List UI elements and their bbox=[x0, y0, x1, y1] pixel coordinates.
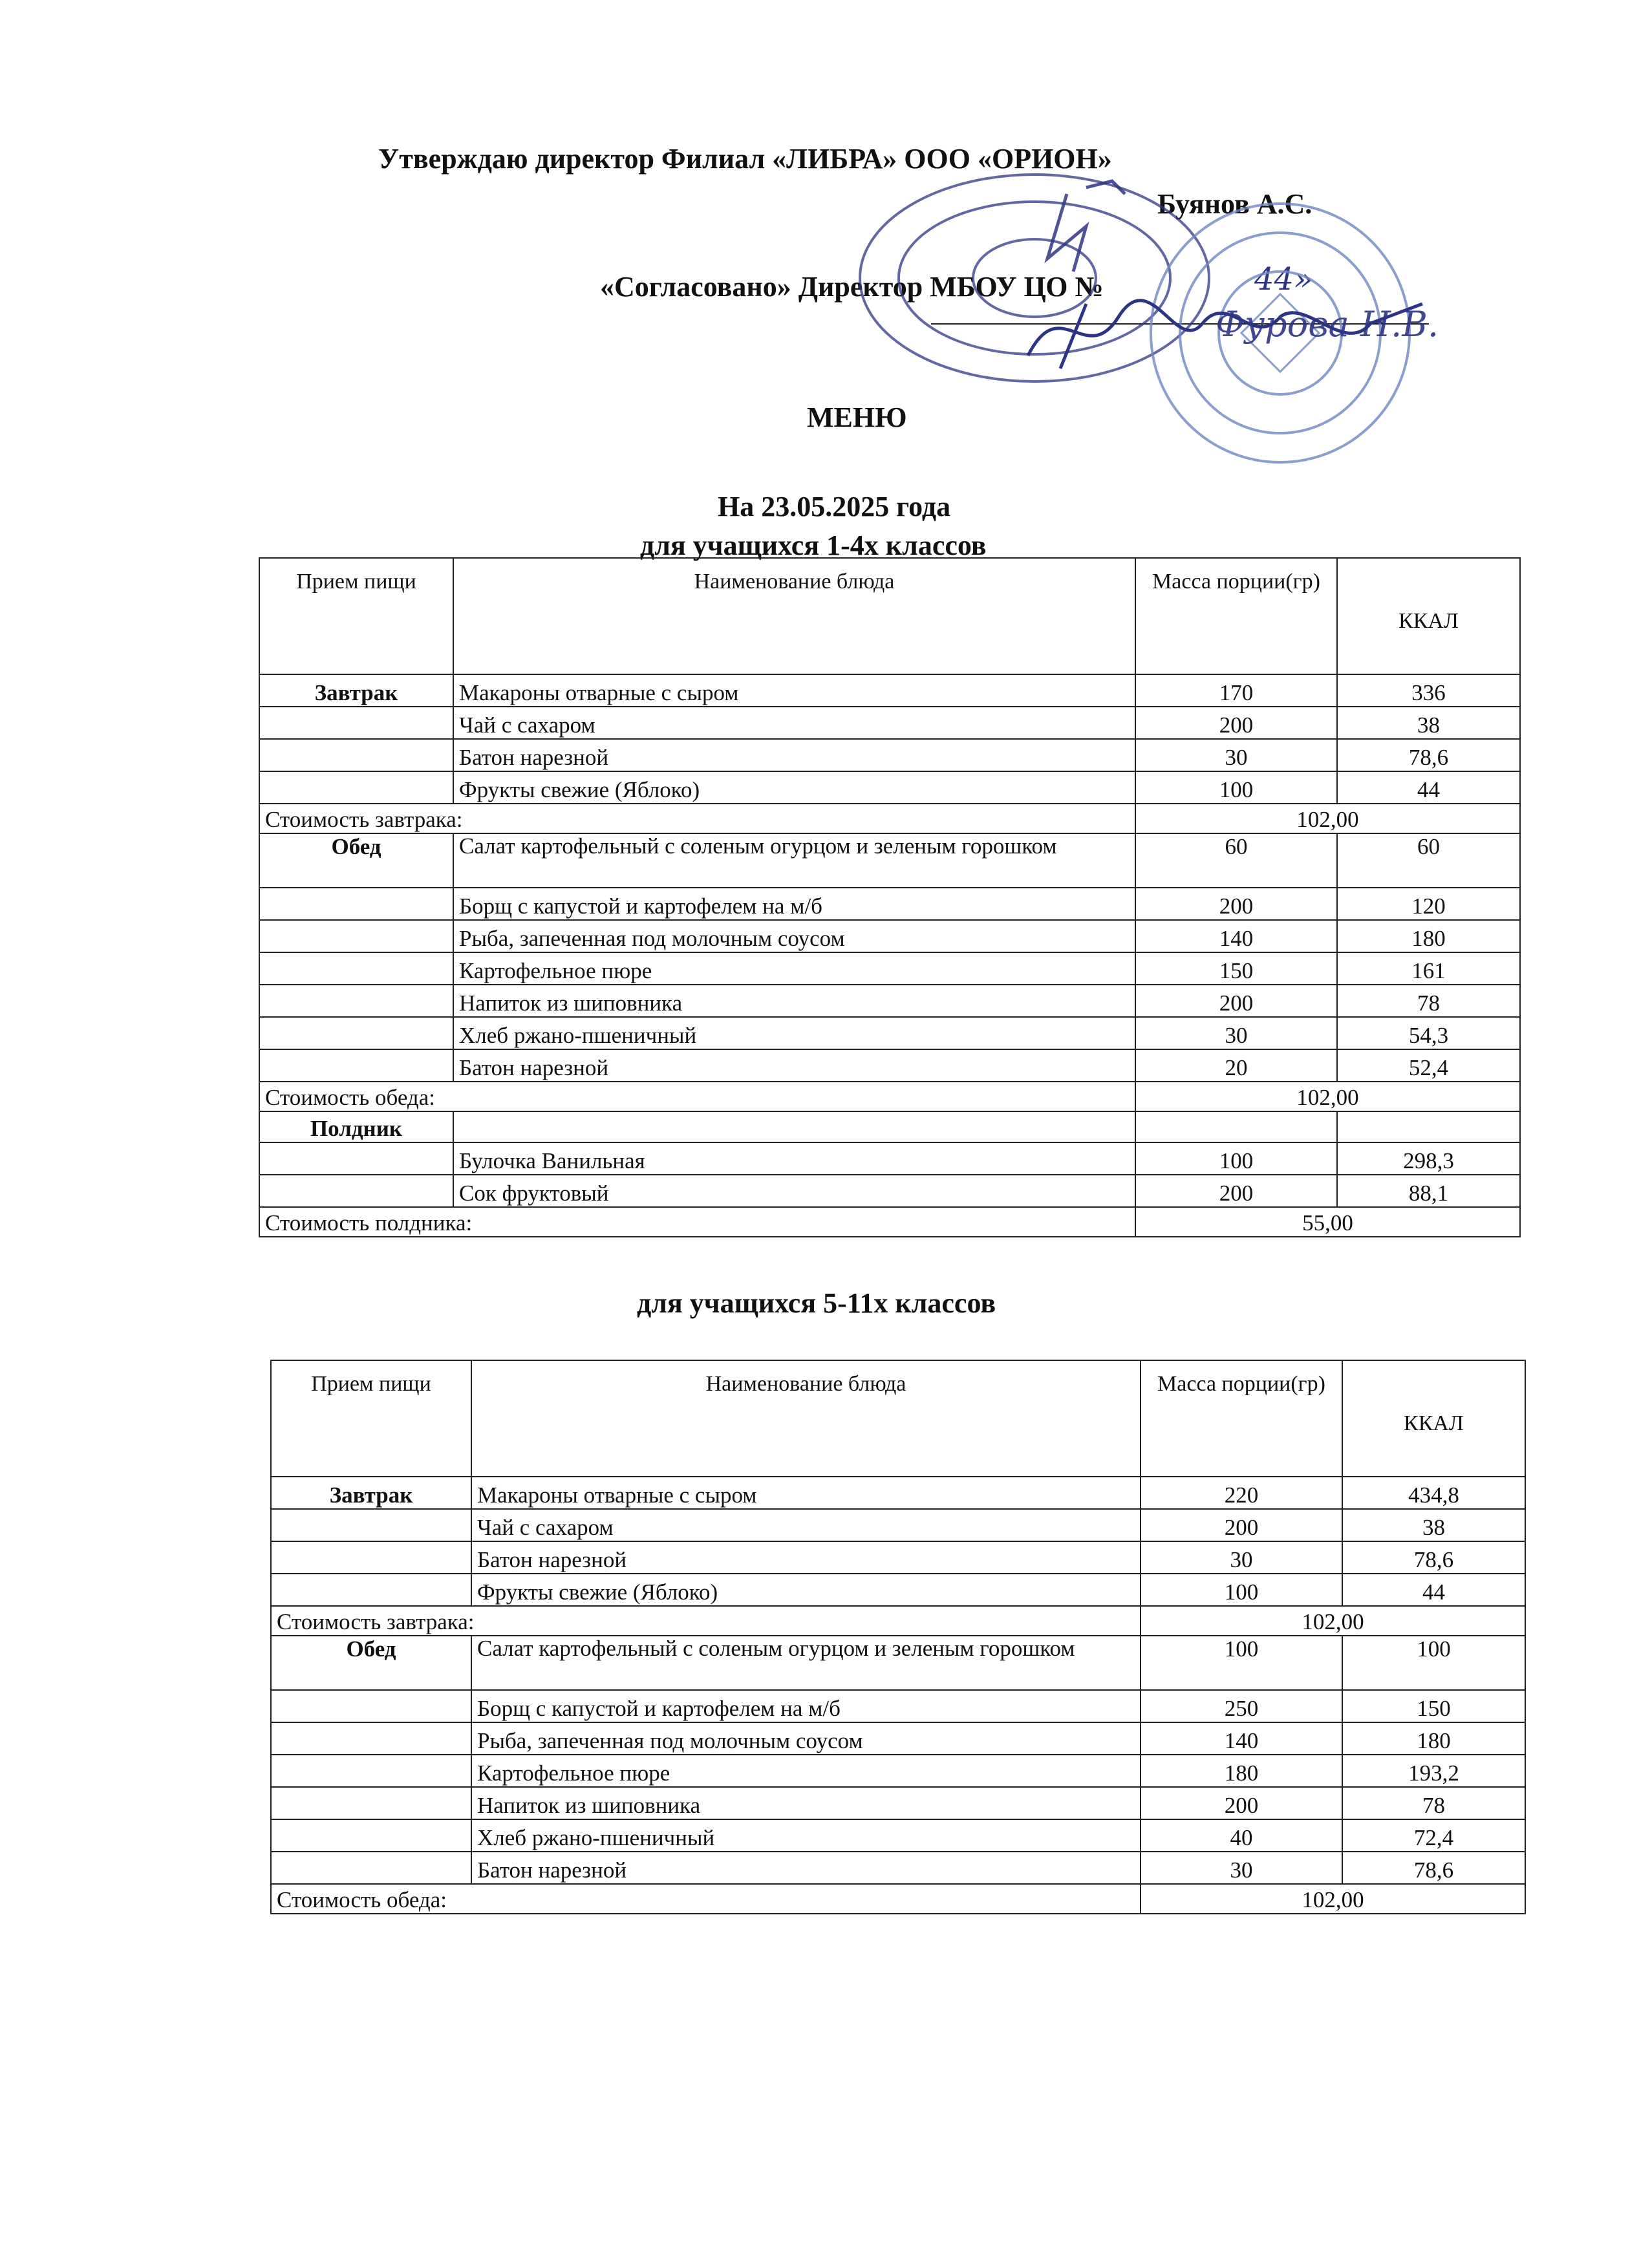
empty-cell bbox=[259, 739, 453, 771]
kcal-value: 434,8 bbox=[1342, 1477, 1525, 1509]
table-row bbox=[259, 1142, 1520, 1175]
portion-mass: 30 bbox=[1141, 1852, 1342, 1884]
empty-cell bbox=[271, 1541, 471, 1574]
dish-name: Борщ с капустой и картофелем на м/б bbox=[471, 1690, 1141, 1722]
portion-mass: 30 bbox=[1135, 739, 1337, 771]
portion-mass: 170 bbox=[1135, 674, 1337, 707]
agreed-line: «Согласовано» Директор МБОУ ЦО № bbox=[600, 271, 1104, 303]
approve-line: Утверждаю директор Филиал «ЛИБРА» ООО «ОРИОН» bbox=[378, 143, 1112, 175]
cost-label: Стоимость обеда: bbox=[271, 1884, 1141, 1914]
dish-name: Борщ с капустой и картофелем на м/б bbox=[453, 888, 1135, 920]
table-row bbox=[259, 888, 1520, 920]
kcal-value: 100 bbox=[1342, 1636, 1525, 1690]
kcal-value: 150 bbox=[1342, 1690, 1525, 1722]
cost-row bbox=[271, 1884, 1525, 1914]
kcal-value: 52,4 bbox=[1337, 1049, 1520, 1082]
table-row bbox=[259, 1175, 1520, 1207]
portion-mass: 250 bbox=[1141, 1690, 1342, 1722]
table-row bbox=[271, 1636, 1525, 1690]
table-row bbox=[259, 952, 1520, 985]
empty-cell bbox=[259, 952, 453, 985]
table-row bbox=[259, 771, 1520, 804]
cost-value: 102,00 bbox=[1135, 804, 1520, 833]
table-row bbox=[271, 1477, 1525, 1509]
kcal-value: 161 bbox=[1337, 952, 1520, 985]
kcal-value: 120 bbox=[1337, 888, 1520, 920]
empty-cell bbox=[1337, 1111, 1520, 1142]
cost-label: Стоимость завтрака: bbox=[271, 1606, 1141, 1636]
dish-name: Чай с сахаром bbox=[471, 1509, 1141, 1541]
empty-cell bbox=[1135, 1111, 1337, 1142]
date-line: На 23.05.2025 года bbox=[718, 491, 951, 522]
table-row bbox=[259, 1049, 1520, 1082]
table-row bbox=[271, 1755, 1525, 1787]
col-dish: Наименование блюда bbox=[471, 1360, 1141, 1477]
kcal-value: 44 bbox=[1342, 1574, 1525, 1606]
table-row bbox=[259, 674, 1520, 707]
meal-label: Завтрак bbox=[259, 674, 453, 707]
meal-label: Полдник bbox=[259, 1111, 453, 1142]
agreed-signature: Фурова Н.В. bbox=[1216, 304, 1439, 345]
menu-title: МЕНЮ bbox=[807, 401, 907, 433]
menu-table-5-11 bbox=[270, 1360, 1526, 1914]
portion-mass: 40 bbox=[1141, 1819, 1342, 1852]
section2-title: для учащихся 5-11х классов bbox=[637, 1287, 996, 1319]
dish-name: Булочка Ванильная bbox=[453, 1142, 1135, 1175]
portion-mass: 220 bbox=[1141, 1477, 1342, 1509]
col-mass: Масса порции(гр) bbox=[1135, 558, 1337, 674]
empty-cell bbox=[259, 888, 453, 920]
dish-name: Сок фруктовый bbox=[453, 1175, 1135, 1207]
table-row bbox=[271, 1722, 1525, 1755]
portion-mass: 140 bbox=[1135, 920, 1337, 952]
portion-mass: 200 bbox=[1135, 707, 1337, 739]
dish-name: Хлеб ржано-пшеничный bbox=[471, 1819, 1141, 1852]
dish-name: Картофельное пюре bbox=[471, 1755, 1141, 1787]
kcal-value: 38 bbox=[1337, 707, 1520, 739]
cost-row bbox=[259, 804, 1520, 833]
dish-name: Хлеб ржано-пшеничный bbox=[453, 1017, 1135, 1049]
empty-cell bbox=[271, 1574, 471, 1606]
portion-mass: 30 bbox=[1135, 1017, 1337, 1049]
table-row bbox=[259, 1017, 1520, 1049]
kcal-value: 336 bbox=[1337, 674, 1520, 707]
cost-label: Стоимость полдника: bbox=[259, 1207, 1135, 1237]
dish-name: Батон нарезной bbox=[471, 1852, 1141, 1884]
table-row bbox=[259, 985, 1520, 1017]
portion-mass: 180 bbox=[1141, 1755, 1342, 1787]
empty-cell bbox=[271, 1852, 471, 1884]
col-dish: Наименование блюда bbox=[453, 558, 1135, 674]
kcal-value: 78,6 bbox=[1342, 1852, 1525, 1884]
empty-cell bbox=[259, 1017, 453, 1049]
col-mass: Масса порции(гр) bbox=[1141, 1360, 1342, 1477]
dish-name: Батон нарезной bbox=[453, 1049, 1135, 1082]
portion-mass: 20 bbox=[1135, 1049, 1337, 1082]
dish-name: Салат картофельный с соленым огурцом и зеленым горошком bbox=[453, 833, 1135, 888]
kcal-value: 180 bbox=[1337, 920, 1520, 952]
kcal-value: 298,3 bbox=[1337, 1142, 1520, 1175]
dish-name: Батон нарезной bbox=[471, 1541, 1141, 1574]
section1-title: для учащихся 1-4х классов bbox=[640, 530, 987, 561]
kcal-value: 78 bbox=[1337, 985, 1520, 1017]
col-meal: Прием пищи bbox=[271, 1360, 471, 1477]
meal-label: Завтрак bbox=[271, 1477, 471, 1509]
empty-cell bbox=[271, 1819, 471, 1852]
empty-cell bbox=[271, 1755, 471, 1787]
kcal-value: 78,6 bbox=[1337, 739, 1520, 771]
dish-name: Картофельное пюре bbox=[453, 952, 1135, 985]
cost-row bbox=[271, 1606, 1525, 1636]
table-row bbox=[271, 1574, 1525, 1606]
cost-value: 55,00 bbox=[1135, 1207, 1520, 1237]
empty-cell bbox=[259, 707, 453, 739]
empty-cell bbox=[259, 1049, 453, 1082]
portion-mass: 150 bbox=[1135, 952, 1337, 985]
empty-cell bbox=[271, 1690, 471, 1722]
empty-cell bbox=[259, 1142, 453, 1175]
dish-name: Рыба, запеченная под молочным соусом bbox=[471, 1722, 1141, 1755]
portion-mass: 30 bbox=[1141, 1541, 1342, 1574]
cost-value: 102,00 bbox=[1141, 1606, 1525, 1636]
meal-header-row bbox=[259, 1111, 1520, 1142]
cost-value: 102,00 bbox=[1141, 1884, 1525, 1914]
table-row bbox=[271, 1509, 1525, 1541]
empty-cell bbox=[259, 920, 453, 952]
portion-mass: 200 bbox=[1141, 1787, 1342, 1819]
col-kcal: ККАЛ bbox=[1342, 1360, 1525, 1477]
table-row bbox=[271, 1541, 1525, 1574]
kcal-value: 78,6 bbox=[1342, 1541, 1525, 1574]
empty-cell bbox=[453, 1111, 1135, 1142]
table-row bbox=[259, 833, 1520, 888]
table-row bbox=[271, 1690, 1525, 1722]
table-row bbox=[259, 920, 1520, 952]
kcal-value: 44 bbox=[1337, 771, 1520, 804]
empty-cell bbox=[259, 1175, 453, 1207]
dish-name: Батон нарезной bbox=[453, 739, 1135, 771]
empty-cell bbox=[271, 1509, 471, 1541]
approver-name: Буянов А.С. bbox=[1157, 188, 1312, 220]
kcal-value: 54,3 bbox=[1337, 1017, 1520, 1049]
kcal-value: 60 bbox=[1337, 833, 1520, 888]
kcal-value: 38 bbox=[1342, 1509, 1525, 1541]
meal-label: Обед bbox=[271, 1636, 471, 1690]
empty-cell bbox=[271, 1722, 471, 1755]
menu-table-1-4 bbox=[259, 557, 1521, 1237]
portion-mass: 200 bbox=[1135, 888, 1337, 920]
portion-mass: 100 bbox=[1141, 1636, 1342, 1690]
kcal-value: 72,4 bbox=[1342, 1819, 1525, 1852]
school-number: 44» bbox=[1254, 261, 1313, 297]
col-kcal: ККАЛ bbox=[1337, 558, 1520, 674]
portion-mass: 100 bbox=[1135, 771, 1337, 804]
dish-name: Рыба, запеченная под молочным соусом bbox=[453, 920, 1135, 952]
kcal-value: 78 bbox=[1342, 1787, 1525, 1819]
dish-name: Фрукты свежие (Яблоко) bbox=[453, 771, 1135, 804]
empty-cell bbox=[259, 985, 453, 1017]
kcal-value: 88,1 bbox=[1337, 1175, 1520, 1207]
portion-mass: 200 bbox=[1135, 985, 1337, 1017]
empty-cell bbox=[259, 771, 453, 804]
dish-name: Фрукты свежие (Яблоко) bbox=[471, 1574, 1141, 1606]
dish-name: Салат картофельный с соленым огурцом и зеленым горошком bbox=[471, 1636, 1141, 1690]
dish-name: Макароны отварные с сыром bbox=[453, 674, 1135, 707]
kcal-value: 193,2 bbox=[1342, 1755, 1525, 1787]
cost-row bbox=[259, 1207, 1520, 1237]
table-row bbox=[259, 739, 1520, 771]
cost-label: Стоимость завтрака: bbox=[259, 804, 1135, 833]
cost-value: 102,00 bbox=[1135, 1082, 1520, 1111]
dish-name: Макароны отварные с сыром bbox=[471, 1477, 1141, 1509]
dish-name: Напиток из шиповника bbox=[471, 1787, 1141, 1819]
cost-label: Стоимость обеда: bbox=[259, 1082, 1135, 1111]
kcal-value: 180 bbox=[1342, 1722, 1525, 1755]
col-meal: Прием пищи bbox=[259, 558, 453, 674]
dish-name: Чай с сахаром bbox=[453, 707, 1135, 739]
portion-mass: 60 bbox=[1135, 833, 1337, 888]
table-row bbox=[259, 707, 1520, 739]
portion-mass: 140 bbox=[1141, 1722, 1342, 1755]
dish-name: Напиток из шиповника bbox=[453, 985, 1135, 1017]
meal-label: Обед bbox=[259, 833, 453, 888]
portion-mass: 100 bbox=[1141, 1574, 1342, 1606]
table-row bbox=[271, 1787, 1525, 1819]
table-row bbox=[271, 1819, 1525, 1852]
portion-mass: 200 bbox=[1141, 1509, 1342, 1541]
table-row bbox=[271, 1852, 1525, 1884]
empty-cell bbox=[271, 1787, 471, 1819]
cost-row bbox=[259, 1082, 1520, 1111]
portion-mass: 200 bbox=[1135, 1175, 1337, 1207]
portion-mass: 100 bbox=[1135, 1142, 1337, 1175]
